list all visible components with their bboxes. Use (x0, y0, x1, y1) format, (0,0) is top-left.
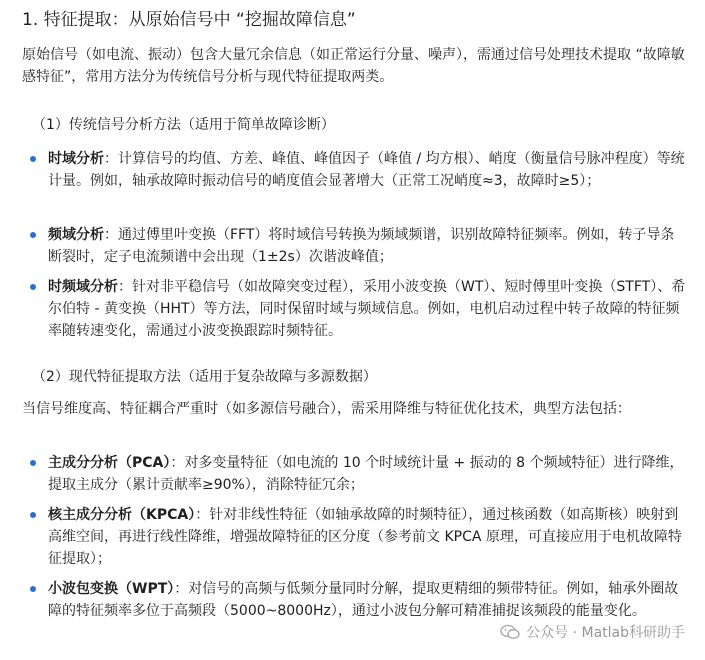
bullet-dot (30, 460, 36, 466)
list-item-label: 频域分析 (48, 227, 104, 243)
wechat-icon (500, 624, 520, 640)
watermark-text: 公众号 · Matlab科研助手 (526, 625, 685, 641)
list-item-label: 主成分分析（PCA） (48, 455, 171, 471)
list-item-frequency-domain (22, 224, 687, 268)
list-item-label: 时频域分析 (48, 279, 118, 295)
bullet-dot (30, 156, 36, 162)
list-item-kpca (22, 504, 687, 570)
bullet-dot (30, 512, 36, 518)
list-item-text: ：针对非平稳信号（如故障突变过程），采用小波变换（WT）、短时傅里叶变换（STFT）、希尔伯特 - 黄变换（HHT）等方法，同时保留时域与频域信息。例如，电机启动过程中转子故障的特征频率随转速变化，需通过小波变换跟踪时频特征。 (48, 279, 686, 339)
list-item-pca (22, 452, 687, 496)
subsection-title-modern: （2）现代特征提取方法（适用于复杂故障与多源数据） (32, 369, 377, 385)
intro-paragraph: 原始信号（如电流、振动）包含大量冗余信息（如正常运行分量、噪声），需通过信号处理技术提取 “故障敏感特征”，常用方法分为传统信号分析与现代特征提取两类。 (22, 47, 685, 85)
list-item-wpt (22, 578, 687, 622)
list-item-time-frequency (22, 276, 687, 342)
bullet-dot (30, 586, 36, 592)
subsection-title-traditional: （1）传统信号分析方法（适用于简单故障诊断） (32, 117, 335, 133)
list-item-text: ：针对非线性特征（如轴承故障的时频特征），通过核函数（如高斯核）映射到高维空间，再进行线性降维，增强故障特征的区分度（参考前文 KPCA 原理，可直接应用于电机故障特征提取）； (48, 507, 682, 567)
list-item-text: ：对多变量特征（如电流的 10 个时域统计量 + 振动的 8 个频域特征）进行降维，提取主成分（累计贡献率≥90%），消除特征冗余； (48, 455, 684, 493)
watermark (500, 622, 685, 642)
list-item-text: ：计算信号的均值、方差、峰值、峰值因子（峰值 / 均方根）、峭度（衡量信号脉冲程度）等统计量。例如，轴承故障时振动信号的峭度值会显著增大（正常工况峭度≈3，故障时≥5）； (48, 151, 685, 189)
list-item-text: ：通过傅里叶变换（FFT）将时域信号转换为频域频谱，识别故障特征频率。例如，转子导条断裂时，定子电流频谱中会出现（1±2s）次谐波峰值； (48, 227, 675, 265)
list-item-time-domain (22, 148, 687, 192)
list-item-label: 小波包变换（WPT） (48, 581, 175, 597)
list-item-text: ：对信号的高频与低频分量同时分解，提取更精细的频带特征。例如，轴承外圈故障的特征频率多位于高频段（5000~8000Hz），通过小波包分解可精准捕捉该频段的能量变化。 (48, 581, 679, 619)
bullet-dot (30, 232, 36, 238)
modern-intro-paragraph: 当信号维度高、特征耦合严重时（如多源信号融合），需采用降维与特征优化技术，典型方法包括： (22, 401, 631, 417)
list-item-label: 时域分析 (48, 151, 104, 167)
bullet-dot (30, 284, 36, 290)
section-heading: 1. 特征提取：从原始信号中 “挖掘故障信息” (22, 10, 356, 30)
list-item-label: 核主成分分析（KPCA） (48, 507, 196, 523)
